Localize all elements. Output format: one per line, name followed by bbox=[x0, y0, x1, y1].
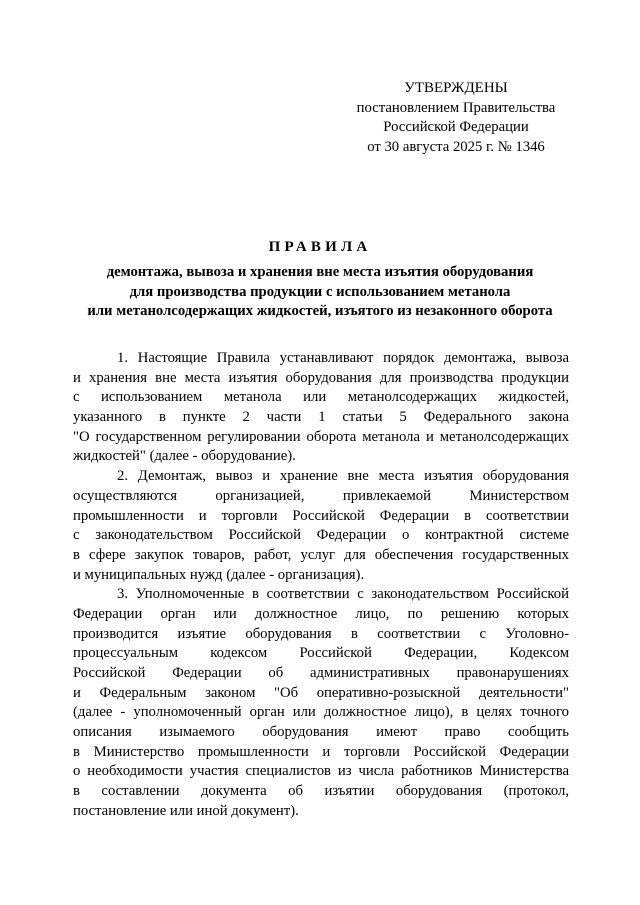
approval-line: Российской Федерации bbox=[383, 119, 529, 136]
paragraph-3 bbox=[73, 585, 569, 821]
paragraph-line: процессуальным кодексом Российской Федерации, Кодексом bbox=[73, 645, 569, 662]
approval-heading: УТВЕРЖДЕНЫ bbox=[404, 80, 508, 96]
paragraph-line: о необходимости участия специалистов из числа работников Министерства bbox=[73, 763, 569, 780]
paragraph-line: 3. Уполномоченные в соответствии с законодательством Российской bbox=[117, 586, 569, 603]
subtitle-line: или метанолсодержащих жидкостей, изъятого из незаконного оборота bbox=[87, 303, 553, 320]
subtitle-line: для производства продукции с использованием метанола bbox=[129, 283, 511, 300]
paragraph-line: Федерации орган или должностное лицо, по решению которых bbox=[73, 605, 569, 622]
document-subtitle bbox=[70, 263, 570, 322]
paragraph-line: "О государственном регулировании оборота метанола и метанолсодержащих bbox=[73, 428, 569, 445]
paragraph-line: и Федеральным законом "Об оперативно-розыскной деятельности" bbox=[73, 684, 569, 701]
approval-line: от 30 августа 2025 г. № 1346 bbox=[367, 139, 545, 156]
paragraph-2 bbox=[73, 467, 569, 585]
approval-stamp bbox=[340, 79, 572, 158]
paragraph-1 bbox=[73, 349, 569, 467]
paragraph-line: жидкостей" (далее - оборудование). bbox=[73, 448, 296, 465]
paragraph-line: 2. Демонтаж, вывоз и хранение вне места изъятия оборудования bbox=[117, 468, 569, 485]
paragraph-line: промышленности и торговли Российской Федерации в соответствии bbox=[73, 507, 569, 524]
paragraph-line: и муниципальных нужд (далее - организация). bbox=[73, 566, 365, 583]
paragraph-line: в Министерство промышленности и торговли Российской Федерации bbox=[73, 743, 569, 760]
paragraph-line: (далее - уполномоченный орган или должностное лицо), в целях точного bbox=[73, 704, 569, 721]
paragraph-line: Российской Федерации об административных правонарушениях bbox=[73, 665, 569, 681]
approval-line: постановлением Правительства bbox=[356, 99, 556, 116]
paragraph-line: в сфере закупок товаров, работ, услуг для обеспечения государственных bbox=[73, 546, 569, 563]
document-title: ПРАВИЛА bbox=[268, 239, 372, 255]
paragraph-line: в составлении документа об изъятии оборудования (протокол, bbox=[73, 783, 569, 800]
paragraph-line: производится изъятие оборудования в соответствии с Уголовно- bbox=[73, 625, 569, 642]
paragraph-line: осуществляются организацией, привлекаемой Министерством bbox=[73, 487, 569, 504]
subtitle-line: демонтажа, вывоза и хранения вне места изъятия оборудования bbox=[106, 264, 534, 280]
document-body bbox=[73, 349, 569, 822]
paragraph-line: с использованием метанола или метанолсодержащих жидкостей, bbox=[73, 389, 569, 406]
paragraph-line: с законодательством Российской Федерации о контрактной системе bbox=[73, 527, 569, 544]
paragraph-line: описания изымаемого оборудования имеют право сообщить bbox=[73, 724, 569, 741]
paragraph-line: постановление или иной документ). bbox=[73, 802, 299, 819]
paragraph-line: 1. Настоящие Правила устанавливают порядок демонтажа, вывоза bbox=[117, 350, 569, 366]
paragraph-line: указанного в пункте 2 части 1 статьи 5 Федерального закона bbox=[73, 409, 569, 426]
paragraph-line: и хранения вне места изъятия оборудования для производства продукции bbox=[73, 369, 569, 386]
